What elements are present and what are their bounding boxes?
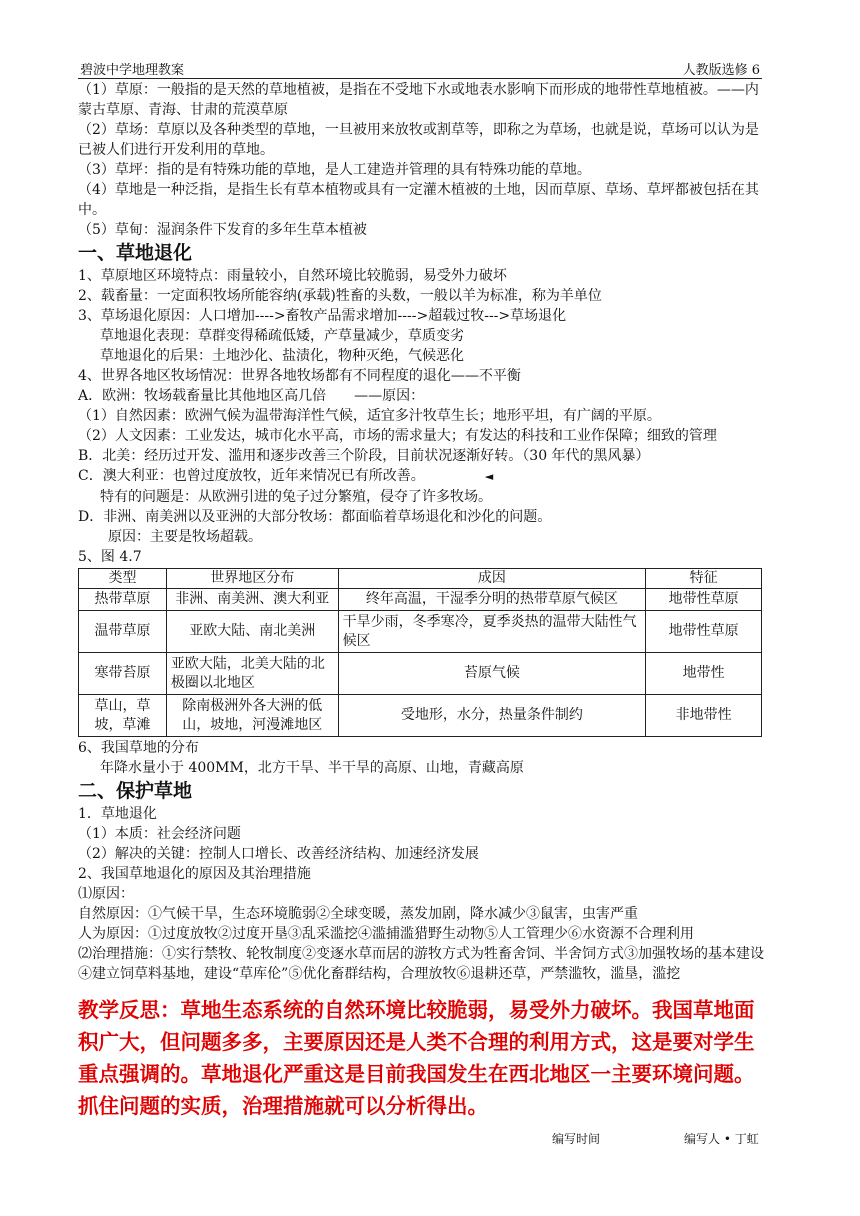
table-header-row xyxy=(79,569,762,589)
text-line: 6、我国草地的分布 xyxy=(78,740,199,756)
text-span: C．澳大利亚：也曾过度放牧，近年来情况已有所改善。 xyxy=(78,468,425,484)
table-cell: 草山，草坡，草滩 xyxy=(79,695,167,737)
text-line: （2）解决的关键：控制人口增长、改善经济结构、加速经济发展 xyxy=(78,846,479,862)
section-heading: 一、草地退化 xyxy=(78,242,193,264)
intro-paragraph: （3）草坪：指的是有特殊功能的草地，是人工建造并管理的具有特殊功能的草地。 xyxy=(78,162,591,178)
intro-paragraph: （5）草甸：湿润条件下发育的多年生草本植被 xyxy=(78,222,367,238)
table-header-cell: 世界地区分布 xyxy=(166,569,338,589)
table-cell: 地带性 xyxy=(646,653,762,695)
text-line: 人为原因：①过度放牧②过度开垦③乱采滥挖④滥捕滥猎野生动物⑤人工管理少⑥水资源不合理利用 xyxy=(78,926,694,942)
text-line: 3、草场退化原因：人口增加---->畜牧产品需求增加---->超载过牧--->草场退化 xyxy=(78,308,567,324)
page-header xyxy=(78,56,762,79)
text-line: 草地退化的后果：土地沙化、盐渍化，物种灭绝，气候恶化 xyxy=(100,348,464,364)
grassland-table xyxy=(78,568,762,737)
table-header-cell: 特征 xyxy=(646,569,762,589)
text-line: ⑵治理措施：①实行禁牧、轮牧制度②变逐水草而居的游牧方式为牲畜舍饲、半舍饲方式③加强牧场的基本建设④建立饲草料基地，建设“草库伦”⑤优化畜群结构，合理放牧⑥退耕还草，严禁滥牧，滥垦，滥挖 xyxy=(78,946,764,982)
table-cell: 苔原气候 xyxy=(338,653,646,695)
table-cell: 寒带苔原 xyxy=(79,653,167,695)
table-cell: 亚欧大陆，北美大陆的北极圈以北地区 xyxy=(166,653,338,695)
footer-time-label: 编写时间 xyxy=(552,1132,601,1146)
table-cell: 地带性草原 xyxy=(646,611,762,653)
table-cell: 热带草原 xyxy=(79,589,167,611)
table-cell: 终年高温，干湿季分明的热带草原气候区 xyxy=(338,589,646,611)
text-line: 2、载畜量：一定面积牧场所能容纳(承载)牲畜的头数，一般以羊为标准，称为羊单位 xyxy=(78,288,602,304)
text-line: （1）本质：社会经济问题 xyxy=(78,826,241,842)
text-line: （2）人文因素：工业发达，城市化水平高，市场的需求量大；有发达的科技和工业作保障；细致的管理 xyxy=(78,428,717,444)
footer-author: 编写人 • 丁虹 xyxy=(684,1132,759,1146)
text-line: 4、世界各地区牧场情况：世界各地牧场都有不同程度的退化——不平衡 xyxy=(78,368,521,384)
text-line: D．非洲、南美洲以及亚洲的大部分牧场：都面临着草场退化和沙化的问题。 xyxy=(78,509,552,525)
intro-paragraph: （1）草原：一般指的是天然的草地植被，是指在不受地下水或地表水影响下而形成的地带性草地植被。——内蒙古草原、青海、甘肃的荒漠草原 xyxy=(78,82,759,118)
table-cell: 非地带性 xyxy=(646,695,762,737)
table-cell: 亚欧大陆、南北美洲 xyxy=(166,611,338,653)
section-heading: 二、保护草地 xyxy=(78,780,193,802)
text-line xyxy=(78,466,766,487)
text-line: 2、我国草地退化的原因及其治理措施 xyxy=(78,866,311,882)
teaching-reflection: 教学反思：草地生态系统的自然环境比较脆弱，易受外力破坏。我国草地面积广大，但问题多多，主要原因还是人类不合理的利用方式，这是要对学生重点强调的。草地退化严重这是目前我国发生在西北地区一主要环境问题。抓住问题的实质，治理措施就可以分析得出。 xyxy=(78,998,755,1118)
text-line: 自然原因：①气候干旱，生态环境脆弱②全球变暖，蒸发加剧，降水减少③鼠害，虫害严重 xyxy=(78,906,638,922)
text-line: 特有的问题是：从欧洲引进的兔子过分繁殖，侵夺了许多牧场。 xyxy=(100,489,492,505)
text-line: 5、图 4.7 xyxy=(78,549,142,565)
table-header-cell: 成因 xyxy=(338,569,646,589)
intro-paragraph: （4）草地是一种泛指，是指生长有草本植物或具有一定灌木植被的土地，因而草原、草场、草坪都被包括在其中。 xyxy=(78,182,759,218)
table-row xyxy=(79,611,762,653)
document-body xyxy=(78,80,766,1122)
text-line: 1、草原地区环境特点：雨量较小，自然环境比较脆弱，易受外力破坏 xyxy=(78,268,507,284)
text-line: B．北美：经历过开发、滥用和逐步改善三个阶段，目前状况逐渐好转。（30 年代的黑风暴） xyxy=(78,448,650,464)
table-row xyxy=(79,695,762,737)
text-line: 草地退化表现：草群变得稀疏低矮，产草量减少，草质变劣 xyxy=(100,328,464,344)
text-line: 1．草地退化 xyxy=(78,806,157,822)
text-line: 原因：主要是牧场超载。 xyxy=(108,529,262,545)
table-header-cell: 类型 xyxy=(79,569,167,589)
text-line: A．欧洲：牧场载畜量比其他地区高几倍 ——原因： xyxy=(78,388,425,404)
table-cell: 干旱少雨，冬季寒冷，夏季炎热的温带大陆性气候区 xyxy=(338,611,646,653)
table-row xyxy=(79,589,762,611)
left-arrow-icon: ◄ xyxy=(484,470,494,483)
table-cell: 温带草原 xyxy=(79,611,167,653)
header-edition: 人教版选修 6 xyxy=(682,63,760,78)
text-line: （1）自然因素：欧洲气候为温带海洋性气候，适宜多汁牧草生长；地形平坦，有广阔的平原。 xyxy=(78,408,661,424)
text-line: ⑴原因： xyxy=(78,886,134,902)
text-line: 年降水量小于 400MM，北方干旱、半干旱的高原、山地，青藏高原 xyxy=(100,760,524,776)
header-school: 碧波中学地理教案 xyxy=(80,63,185,78)
table-cell: 受地形，水分，热量条件制约 xyxy=(338,695,646,737)
table-cell: 非洲、南美洲、澳大利亚 xyxy=(166,589,338,611)
intro-paragraph: （2）草场：草原以及各种类型的草地，一旦被用来放牧或割草等，即称之为草场，也就是说，草场可以认为是已被人们进行开发利用的草地。 xyxy=(78,122,759,158)
table-cell: 除南极洲外各大洲的低山，坡地，河漫滩地区 xyxy=(166,695,338,737)
table-cell: 地带性草原 xyxy=(646,589,762,611)
table-row xyxy=(79,653,762,695)
